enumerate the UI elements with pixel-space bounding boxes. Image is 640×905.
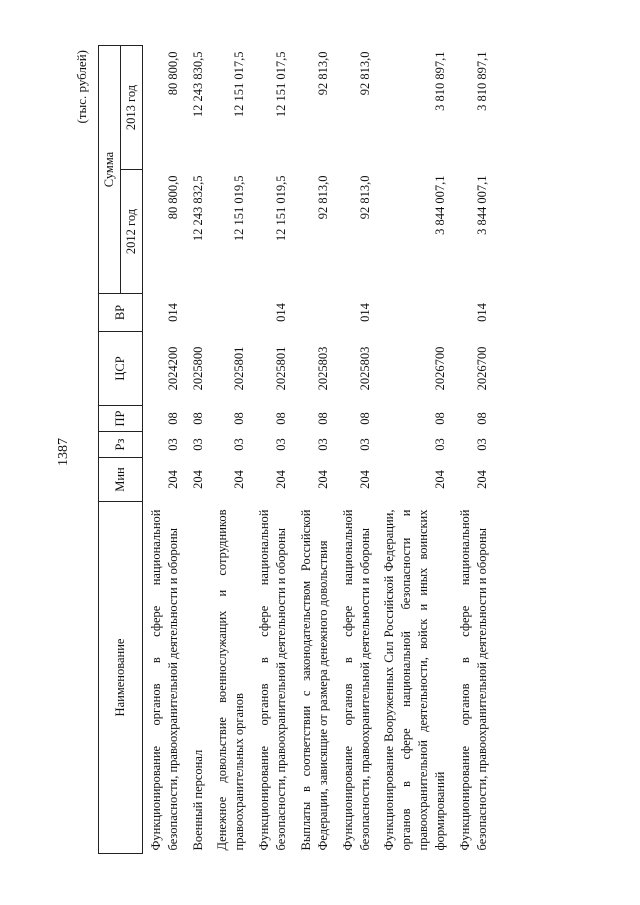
row-csr: 2026700	[474, 346, 489, 391]
row-name: Выплаты в соответствии с законодательством Российской Федерации, зависящие от размера денежного довольствия	[298, 509, 330, 851]
row-amount-2013: 80 800,0	[165, 51, 180, 96]
row-csr: 2025803	[315, 346, 330, 391]
table-row	[185, 46, 210, 854]
page-number: 1387	[56, 438, 71, 466]
table-row	[335, 46, 377, 854]
row-min: 204	[190, 470, 205, 489]
row-vr: 014	[474, 303, 489, 322]
header-name: Наименование	[99, 502, 143, 854]
row-rz: 03	[165, 438, 180, 451]
row-amount-2013: 12 243 830,5	[190, 51, 205, 118]
row-amount-2012: 12 151 019,5	[274, 175, 288, 242]
row-amount-2012: 3 844 007,1	[474, 175, 489, 235]
row-pr: 08	[315, 412, 330, 425]
row-rz: 03	[474, 438, 489, 451]
header-sum: Сумма	[99, 46, 121, 294]
row-amount-2013: 3 810 897,1	[433, 51, 447, 111]
header-pr: ПР	[99, 406, 143, 432]
row-amount-2012: 80 800,0	[165, 175, 180, 220]
row-rz: 03	[315, 438, 330, 451]
row-vr: 014	[165, 303, 180, 322]
row-amount-2013: 12 151 017,5	[232, 51, 247, 118]
row-csr: 2025801	[274, 346, 288, 391]
row-amount-2012: 3 844 007,1	[433, 175, 447, 235]
row-min: 204	[274, 470, 288, 489]
row-pr: 08	[357, 412, 372, 425]
table-row	[251, 46, 293, 854]
header-year-2012: 2012 год	[120, 170, 142, 294]
document-page	[40, 12, 600, 892]
budget-table	[98, 45, 494, 854]
row-vr	[209, 294, 251, 332]
table-header	[99, 46, 143, 854]
row-min: 204	[474, 470, 489, 489]
row-amount-2012: 12 151 019,5	[232, 175, 247, 242]
row-rz: 03	[357, 438, 372, 451]
row-rz: 03	[433, 438, 447, 451]
header-year-2013: 2013 год	[120, 46, 142, 170]
row-name: Функционирование органов в сфере национальной безопасности, правоохранительной деятельности и обороны	[457, 509, 489, 851]
row-csr: 2025801	[232, 346, 247, 391]
row-min: 204	[357, 470, 372, 489]
row-pr: 08	[274, 412, 288, 425]
units-note: (тыс. рублей)	[74, 50, 89, 124]
row-amount-2013: 92 813,0	[357, 51, 372, 96]
table-row	[142, 46, 184, 854]
row-csr: 2025800	[190, 346, 205, 391]
row-name: Функционирование органов в сфере национальной безопасности, правоохранительной деятельности и обороны	[148, 509, 180, 851]
row-pr: 08	[474, 412, 489, 425]
row-name: Функционирование органов в сфере национальной безопасности, правоохранительной деятельности и обороны	[257, 509, 288, 851]
row-min: 204	[433, 470, 447, 489]
row-vr: 014	[357, 303, 372, 322]
table-row	[293, 46, 335, 854]
header-csr: ЦСР	[99, 332, 143, 406]
row-name: Военный персонал	[190, 749, 205, 851]
row-min: 204	[165, 470, 180, 489]
table-row	[452, 46, 494, 854]
row-vr	[293, 294, 335, 332]
row-amount-2012: 92 813,0	[357, 175, 372, 220]
table-row	[376, 46, 452, 854]
table-row	[209, 46, 251, 854]
row-name: Функционирование органов в сфере национальной безопасности, правоохранительной деятельности и обороны	[340, 509, 372, 851]
row-amount-2013: 12 151 017,5	[274, 51, 288, 118]
header-min: Мин	[99, 458, 143, 502]
row-amount-2012: 92 813,0	[315, 175, 330, 220]
row-csr: 2025803	[357, 346, 372, 391]
row-rz: 03	[232, 438, 247, 451]
table-body	[142, 46, 493, 854]
row-vr	[376, 294, 452, 332]
row-csr: 2026700	[433, 346, 447, 391]
row-name: Функционирование Вооруженных Сил Российской Федерации, органов в сфере национальной безопасности и правоохранительной деятельности, войск и иных воинских формирований	[382, 509, 447, 851]
row-rz: 03	[190, 438, 205, 451]
row-vr: 014	[274, 303, 288, 322]
row-amount-2013: 92 813,0	[315, 51, 330, 96]
row-pr: 08	[165, 412, 180, 425]
header-rz: Рз	[99, 432, 143, 458]
row-name: Денежное довольствие военнослужащих и сотрудников правоохранительных органов	[215, 509, 247, 851]
row-amount-2013: 3 810 897,1	[474, 51, 489, 111]
row-pr: 08	[232, 412, 247, 425]
row-amount-2012: 12 243 832,5	[190, 175, 205, 242]
row-rz: 03	[274, 438, 288, 451]
row-min: 204	[232, 470, 247, 489]
row-vr	[185, 294, 210, 332]
row-pr: 08	[433, 412, 447, 425]
header-vr: ВР	[99, 294, 143, 332]
row-min: 204	[315, 470, 330, 489]
row-csr: 2024200	[165, 346, 180, 391]
row-pr: 08	[190, 412, 205, 425]
